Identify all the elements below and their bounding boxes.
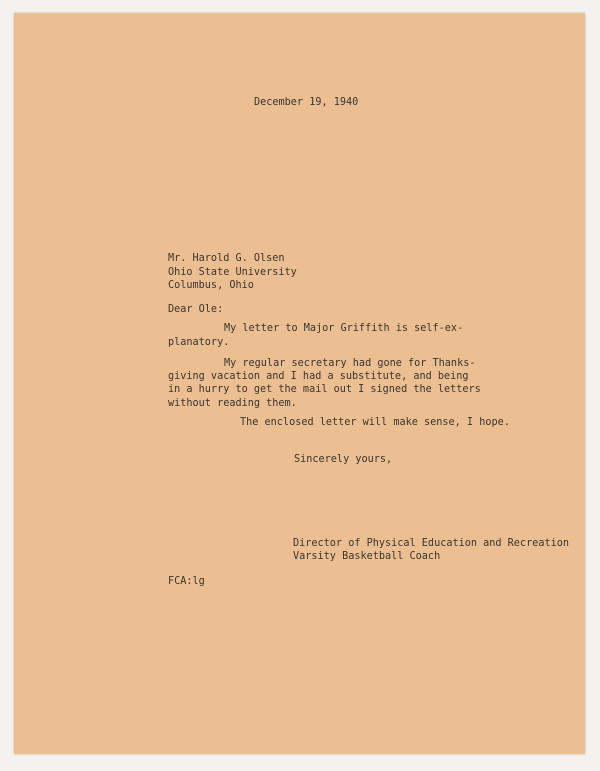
closing: Sincerely yours, bbox=[294, 454, 393, 465]
recipient-city: Columbus, Ohio bbox=[168, 280, 254, 291]
letter-page bbox=[14, 13, 585, 754]
letter-body bbox=[14, 13, 585, 754]
letter-date: December 19, 1940 bbox=[254, 97, 359, 108]
recipient-institution: Ohio State University bbox=[168, 267, 297, 278]
paragraph-2-line-2: giving vacation and I had a substitute, and being bbox=[168, 371, 469, 382]
paragraph-1-line-1: My letter to Major Griffith is self-ex- bbox=[224, 323, 464, 334]
paragraph-2-line-3: in a hurry to get the mail out I signed the letters bbox=[168, 384, 481, 395]
paragraph-1-line-2: planatory. bbox=[168, 337, 230, 348]
paragraph-3: The enclosed letter will make sense, I hope. bbox=[240, 417, 510, 428]
signature-title-1: Director of Physical Education and Recreation bbox=[293, 538, 570, 549]
paragraph-2-line-1: My regular secretary had gone for Thanks- bbox=[224, 358, 476, 369]
typist-initials: FCA:lg bbox=[168, 576, 205, 587]
paragraph-2-line-4: without reading them. bbox=[168, 398, 297, 409]
signature-title-2: Varsity Basketball Coach bbox=[293, 551, 441, 562]
salutation: Dear Ole: bbox=[168, 304, 224, 315]
recipient-name: Mr. Harold G. Olsen bbox=[168, 253, 285, 264]
